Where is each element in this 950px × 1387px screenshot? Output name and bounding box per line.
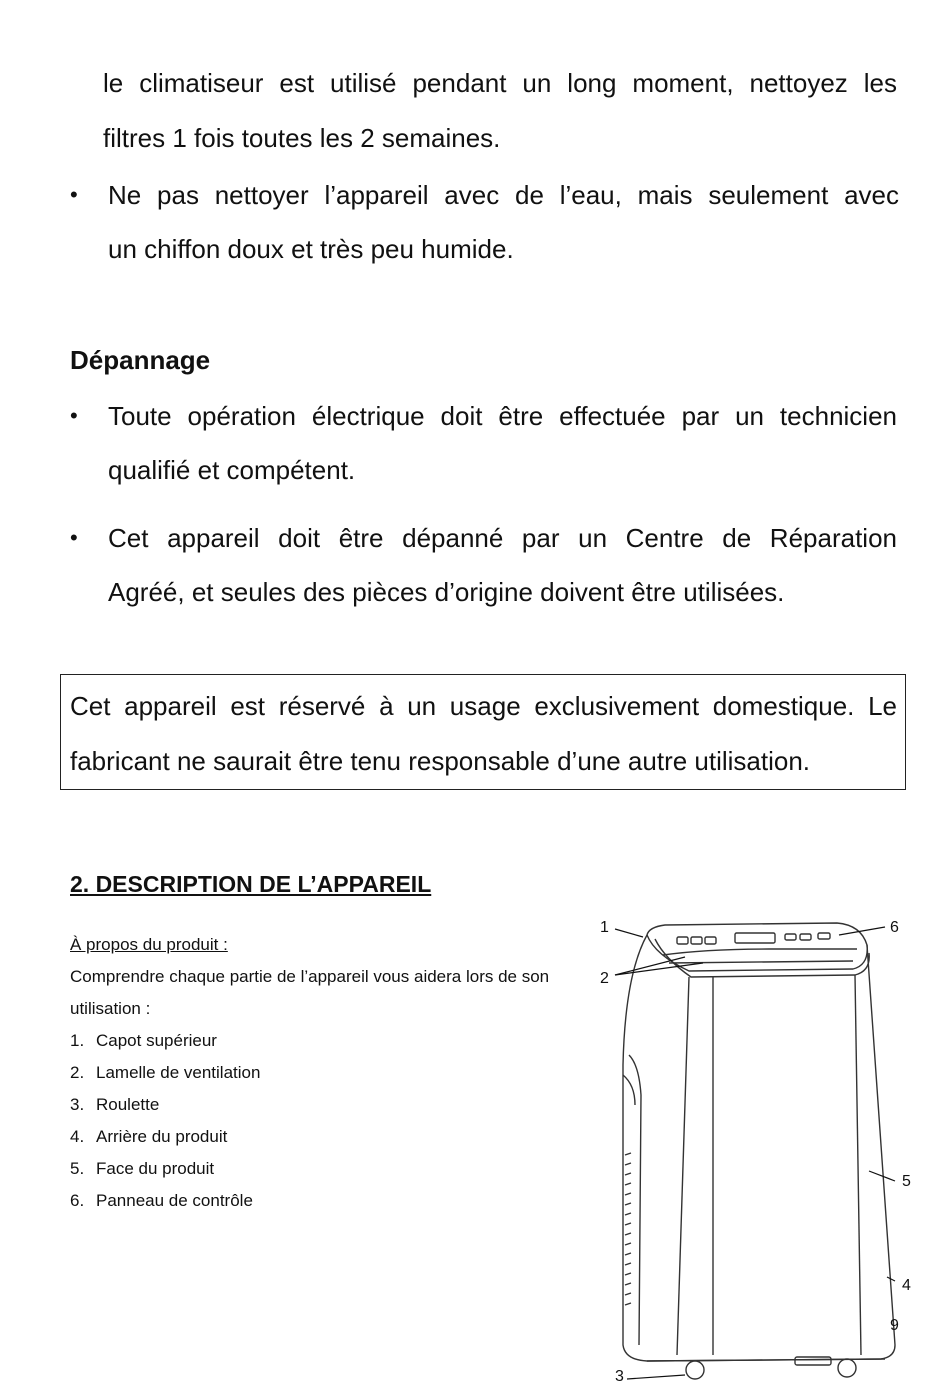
control-button bbox=[705, 937, 716, 944]
air-conditioner-illustration bbox=[585, 905, 920, 1387]
list-item: 1. Capot supérieur bbox=[70, 1031, 217, 1050]
troubleshooting-heading: Dépannage bbox=[70, 345, 211, 375]
troubleshooting-bullet-2-line-2: Agréé, et seules des pièces d’origine doivent être utilisées. bbox=[108, 577, 785, 607]
list-item: 6. Panneau de contrôle bbox=[70, 1191, 253, 1210]
control-button bbox=[800, 934, 811, 940]
intro-bullet-line-2: un chiffon doux et très peu humide. bbox=[108, 234, 514, 264]
callout-2: 2 bbox=[600, 970, 609, 987]
list-item: 4. Arrière du produit bbox=[70, 1127, 228, 1146]
control-button bbox=[818, 933, 830, 939]
list-item: 5. Face du produit bbox=[70, 1159, 215, 1178]
intro-bullet-line-1: Ne pas nettoyer l’appareil avec de l’eau, mais seulement avec bbox=[108, 180, 899, 210]
list-item: 2. Lamelle de ventilation bbox=[70, 1063, 261, 1082]
section-intro-line-2: utilisation : bbox=[70, 999, 151, 1018]
vent-louver bbox=[663, 949, 857, 955]
side-grille bbox=[625, 1153, 631, 1305]
panel-seam bbox=[677, 977, 689, 1355]
callout-1: 1 bbox=[600, 919, 609, 936]
notice-line-2: fabricant ne saurait être tenu responsable d’une autre utilisation. bbox=[70, 746, 811, 776]
callout-6: 6 bbox=[890, 919, 899, 936]
callout-9: 9 bbox=[890, 1317, 899, 1334]
section-intro-line-1: Comprendre chaque partie de l’appareil vous aidera lors de son bbox=[70, 967, 550, 986]
display-window bbox=[735, 933, 775, 943]
unit-body-outline bbox=[623, 923, 895, 1361]
callout-4: 4 bbox=[902, 1277, 911, 1294]
callout-3: 3 bbox=[615, 1368, 624, 1385]
control-button bbox=[677, 937, 688, 944]
troubleshooting-bullet-1-line-2: qualifié et compétent. bbox=[108, 455, 356, 485]
troubleshooting-bullet-1-line-1: Toute opération électrique doit être effectuée par un technicien bbox=[108, 401, 897, 431]
caster-wheel bbox=[686, 1361, 704, 1379]
callout-5: 5 bbox=[902, 1173, 911, 1190]
control-button bbox=[785, 934, 796, 940]
notice-line-1: Cet appareil est réservé à un usage exclusivement domestique. Le bbox=[70, 691, 897, 721]
caster-wheel bbox=[838, 1359, 856, 1377]
control-button bbox=[691, 937, 702, 944]
domestic-use-notice bbox=[60, 674, 906, 790]
bullet-icon: • bbox=[70, 525, 78, 550]
troubleshooting-bullet-2-line-1: Cet appareil doit être dépanné par un Centre de Réparation bbox=[108, 523, 897, 553]
intro-line-1: le climatiseur est utilisé pendant un long moment, nettoyez les bbox=[103, 68, 897, 98]
list-item: 3. Roulette bbox=[70, 1095, 160, 1114]
bullet-icon: • bbox=[70, 403, 78, 428]
bullet-icon: • bbox=[70, 182, 78, 207]
section-title: 2. DESCRIPTION DE L’APPAREIL bbox=[70, 871, 432, 897]
intro-line-2: filtres 1 fois toutes les 2 semaines. bbox=[103, 123, 501, 153]
about-label: À propos du produit : bbox=[70, 935, 228, 954]
